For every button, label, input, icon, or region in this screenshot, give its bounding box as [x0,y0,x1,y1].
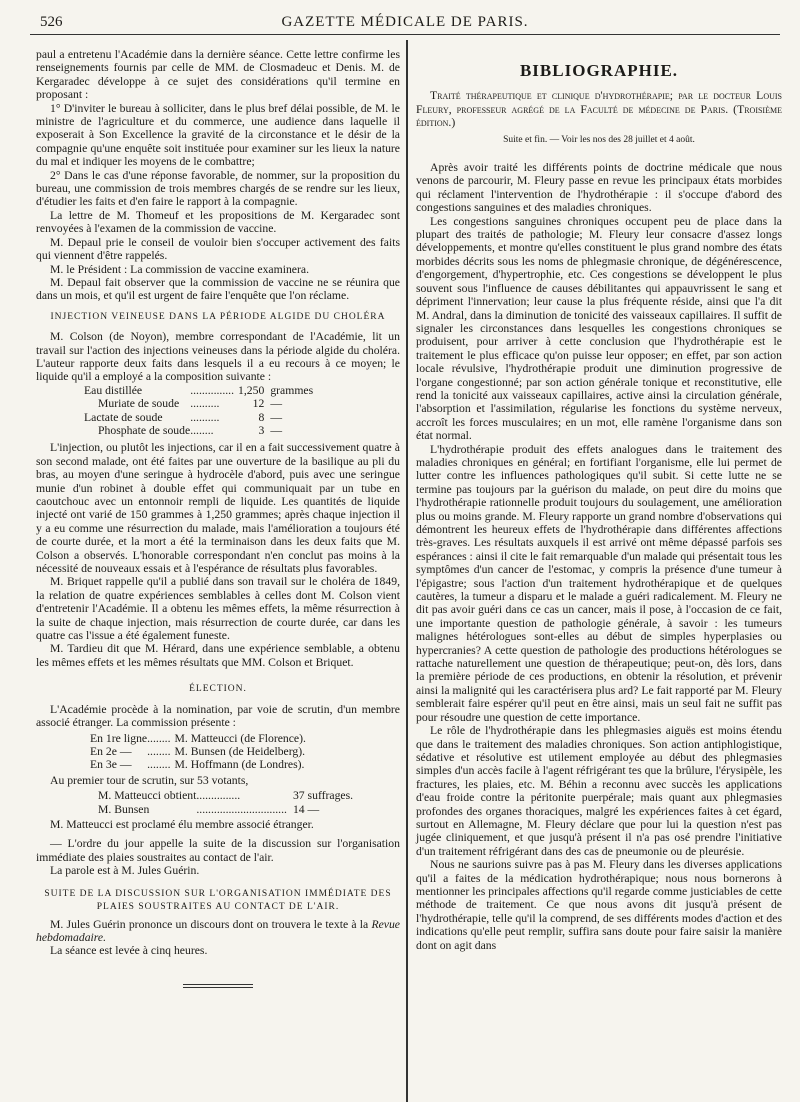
end-rule [183,984,253,988]
journal-title: GAZETTE MÉDICALE DE PARIS. [281,14,529,30]
ingredient-name: Phosphate de soude [98,423,191,437]
book-reference: Traité thérapeutique et clinique d'hydrothérapie; par le docteur Louis Fleury, professeur agrégé de la Faculté de médecine de Paris. (Troisième édition.) [416,89,782,130]
ingredient-quantity: 12 [252,397,265,411]
paragraph-bib-2: Les congestions sanguines chroniques occupent peu de place dans la plupart des traités de pathologie; M. Fleury leur consacre d'assez longs développements, et montre qu'elles constituent le plus grand nombre des états morbides décrits sous les noms de phlegmasie chronique, de dégénérescence, d'engorgement, d'hypertrophie, etc. Ces congestions se développent le plus souvent sous l'influence de causes débilitantes qui appauvrissent le sang et dépriment l'innervation; leur cause la plus fréquente réside, ainsi que l'a dit M. Andral, dans la diminution de tonicité des vaisseaux capillaires. Il suffit de signaler les circonstances dans lesquelles les congestions chroniques se produisent, pour arriver à cette conclusion que l'hydrothérapie est le traitement le plus efficace qu'on puisse leur opposer; en effet, par son action locale révulsive, l'hydrothérapie produit une diminution progressive de l'organe congestionné; par son action générale tonique et reconstitutive, elle rend la tonicité aux vaisseaux capillaires, active ainsi la circulation générale, l'absorption et l'assimilation, régularise les fonctions du système nerveux, accroît les forces musculaires; en un mot, elle ramène l'organisme dans son état normal. [416,214,782,443]
revue-hebdomadaire-ref: Revue hebdomadaire. [36,917,400,944]
paragraph-bib-5: Nous ne saurions suivre pas à pas M. Fleury dans les diverses applications qu'il a faites de la médication hydrothérapique; nous nous bornerons à mentionner les principales affections qu'il regarde comme justiciables de cette méthode de traitement. Ce que nous avons dit jusqu'à présent de l'hydrothérapie, telle qu'il la comprend, de ses différents modes d'action et des indications qu'elle peut remplir, suffira sans doute pour faire saisir la manière dont on agit dans [416,858,782,952]
leader-dots: ........ [147,758,171,772]
page-number: 526 [40,14,63,30]
continuation-note: Suite et fin. — Voir les nos des 28 juillet et 4 août. [503,134,695,145]
votes-table [98,789,353,816]
ingredient-unit: — [270,397,282,411]
vote-candidate: M. Matteucci obtient [98,789,197,803]
paragraph-election: L'Académie procède à la nomination, par voie de scrutin, d'un membre associé étranger. La commission présente : [36,702,400,730]
candidate-rank: En 1re ligne [90,731,148,745]
ingredient-quantity: 3 [258,423,265,437]
paragraph-depaul-1: M. Depaul prie le conseil de vouloir bien s'occuper activement des faits qui viennent d'être rappelés. [36,235,400,263]
section-heading-election: ÉLECTION. [189,684,247,695]
paragraph-briquet: M. Briquet rappelle qu'il a publié dans son travail sur le choléra de 1849, la relation de quatre expériences semblables à celles dont M. Colson vient d'entretenir l'Académie. Il a obtenu les mêmes effets, la même résurrection à la suite de chaque injection, mais résurrection de courte durée, car dans les quatre cas l'issue a été également funeste. [36,575,400,643]
leader-dots: ............................... [196,802,287,816]
leader-dots: ........ [147,731,171,745]
ingredient-name: Eau distillée [84,383,143,397]
paragraph-injection: L'injection, ou plutôt les injections, car il en a fait successivement quatre à son second malade, ont été faites par une ouverture de la basilique au pli du bras, au moyen d'une seringue à hydrocèle d'abord, puis avec une seringue munie d'un robinet à double effet qui communiquait par un tube en caoutchouc avec un entonnoir rempli de liquide. Les quantités de liquide injecté ont varié de 150 grammes à 1,250 grammes; après chaque injection il y a eu comme une résurrection du malade, mais l'amélioration a toujours été de courte durée, et la mort a été la terminaison dans les deux faits que M. Colson a observés. L'honorable correspondant n'en conclut pas moins à la nécessité de nouveaux essais et à l'espérance de résultats plus favorables. [36,441,400,576]
paragraph-session-closed: La séance est levée à cinq heures. [50,944,208,958]
candidate-rank: En 3e — [90,758,132,772]
paragraph-colson: M. Colson (de Noyon), membre correspondant de l'Académie, lit un travail sur l'action des injections veineuses dans la période algide du choléra. L'auteur rapporte deux faits dans lesquels il a eu recours à ce moyen; le liquide qu'il a employé a la composition suivante : [36,330,400,384]
table-row [84,424,313,437]
leader-dots: .......... [190,410,220,424]
paragraph-tardieu: M. Tardieu dit que M. Hérard, dans une expérience semblable, a obtenu les mêmes effets et les mêmes résultats que MM. Colson et Briquet. [36,642,400,669]
paragraph-bib-3: L'hydrothérapie produit des effets analogues dans le traitement des maladies chroniques en général; en fortifiant l'organisme, elle lui permet de lutter contre les influences pathologiques qu'il subit. Si cette lutte ne se termine pas toujours par la guérison du malade, on peut dire du moins que l'hydrothérapie rationnelle produit toujours du soulagement, une amélioration plus ou moins grande. M. Fleury rapporte un grand nombre d'observations qui démontrent les heureux effets de l'hydrothérapie dans différentes affections très-graves. Les résultats auxquels il est arrivé ont même dépassé parfois ses espérances : ainsi il cite le fait remarquable d'un malade qui présentait tous les symptômes d'un cancer de l'estomac, y compris la présence d'une tumeur à l'épigastre; sous l'action d'un traitement hydrothérapique et de quelques cautères, la tumeur a disparu et le malade a guéri radicalement. M. Fleury ne dit pas avoir guéri dans ce cas un cancer, mais il pose, à l'occasion de ce fait, une importante question de pathologie générale, à savoir : les tumeurs malignes hétérologues sont-elles au début de simples hyperplasies ou hypercranies? A cette question de pathologie des productions hétérologues se rattache naturellement une question de thérapeutique; peut-on, dès lors, dans la première période de ces productions, en obtenir la résolution, et prévenir ainsi la malignité qui les caractérisera plus ard? Le fait rapporté par M. Fleury semblerait faire espérer qu'il peut en être ainsi, mais un seul fait ne suffit pas pour résoudre une question de cette importance. [416,442,782,724]
guerin-text: M. Jules Guérin prononce un discours dont on trouvera le texte à la [50,917,372,931]
ingredient-unit: grammes [270,383,314,397]
table-row [98,789,353,802]
column-divider [406,40,408,1102]
vote-count: 14 — [292,802,320,816]
vote-candidate: M. Bunsen [98,802,150,816]
section-heading-discussion: SUITE DE LA DISCUSSION SUR L'ORGANISATION IMMÉDIATE DES PLAIES SOUSTRAITES AU CONTACT DE L'AIR. [44,888,392,912]
table-row [84,384,313,397]
table-row [84,397,313,410]
ingredient-name: Lactate de soude [84,410,163,424]
leader-dots: ............... [196,789,241,803]
paragraph-president: M. le Président : La commission de vaccine examinera. [50,262,309,276]
paragraph-proclamation: M. Matteucci est proclamé élu membre associé étranger. [50,817,314,831]
ingredient-quantity: 1,250 [238,383,265,397]
right-column [416,48,782,952]
paragraph-order-of-day: — L'ordre du jour appelle la suite de la discussion sur l'organisation immédiate des plaies soustraites au contact de l'air. [36,837,400,864]
table-row [90,758,306,771]
paragraph-guerin [36,918,400,945]
leader-dots: ............... [190,383,235,397]
vote-count: 37 suffrages. [292,789,354,803]
page-header [30,10,780,35]
candidate-name: M. Bunsen (de Heidelberg). [174,744,306,758]
table-row [98,803,353,816]
left-column [36,48,400,988]
section-heading-injection: INJECTION VEINEUSE DANS LA PÉRIODE ALGIDE DU CHOLÉRA [50,311,386,322]
leader-dots: ........ [147,744,171,758]
ingredient-unit: — [270,423,282,437]
candidates-table [90,732,306,772]
table-row [84,411,313,424]
table-row [90,745,306,758]
paragraph-proposal-2: 2° Dans le cas d'une réponse favorable, de nommer, sur la proposition du bureau, une commission de trois membres chargés de se rendre sur les lieux, d'étudier les faits et d'en faire le rapport à la compagnie. [36,168,400,209]
leader-dots: ........ [190,423,214,437]
ingredient-unit: — [270,410,282,424]
composition-table [84,384,313,438]
paragraph-floor-given: La parole est à M. Jules Guérin. [50,864,200,878]
paragraph-depaul-2: M. Depaul fait observer que la commission de vaccine ne se réunira que dans un mois, et qu'il est urgent de faire l'enquête que l'on réclame. [36,275,400,303]
paragraph-first-round: Au premier tour de scrutin, sur 53 votants, [50,773,249,787]
paragraph-proposal-1: 1° D'inviter le bureau à solliciter, dans le plus bref délai possible, de M. le ministre de l'agriculture et du commerce, une audience dans laquelle il exposerait à Son Excellence la gravité de la circonstance et le désir de la compagnie qu'une enquête soit instituée pour examiner sur les lieux la nature du mal et indiquer les moyens de le combattre; [36,101,400,169]
paragraph-bib-4: Le rôle de l'hydrothérapie dans les phlegmasies aiguës est moins étendu que dans le traitement des maladies chroniques. Son action antiphlogistique, sédative et résolutive est utilement employée au début des phlegmasies simples d'un accès facile à l'agent réfrigérant tes que la brûlure, l'érysipèle, les fractures, les plaies, etc. M. Béhin a reconnu avec succès les applications d'eau froide contre la péritonite puerpérale; mais quant aux phlegmasies profondes des organes thoraciques, malgré les expériences faites à cet égard, surtout en Allemagne, M. Fleury déclare que pour lui la question n'est pas jugée cliniquement, et que jusqu'à présent il n'a pas osé prendre l'initiative d'un traitement réfrigérant dans des cas de pneumonie ou de pleurésie. [416,724,782,858]
ingredient-name: Muriate de soude [98,397,180,411]
table-row [90,732,306,745]
paragraph-bib-1: Après avoir traité les différents points de doctrine médicale que nous venons de parcourir, M. Fleury passe en revue les principaux états morbides qui réclament l'intervention de l'hydrothérapie : il s'occupe d'abord des congestions sanguines et des maladies chroniques. [416,161,782,215]
leader-dots: .......... [190,397,220,411]
paragraph-thomeuf: La lettre de M. Thomeuf et les propositions de M. Kergaradec sont renvoyées à l'examen de la commission de vaccine. [36,208,400,236]
paragraph-intro: paul a entretenu l'Académie dans la dernière séance. Cette lettre confirme les renseignements fournis par celle de MM. de Closmadeuc et Denis. M. de Kergaradec développe à ce sujet des considérations qu'il termine en proposant : [36,48,400,102]
bibliography-heading: BIBLIOGRAPHIE. [519,61,679,80]
ingredient-quantity: 8 [258,410,265,424]
candidate-name: M. Matteucci (de Florence). [174,731,306,745]
candidate-name: M. Hoffmann (de Londres). [174,758,305,772]
candidate-rank: En 2e — [90,744,132,758]
